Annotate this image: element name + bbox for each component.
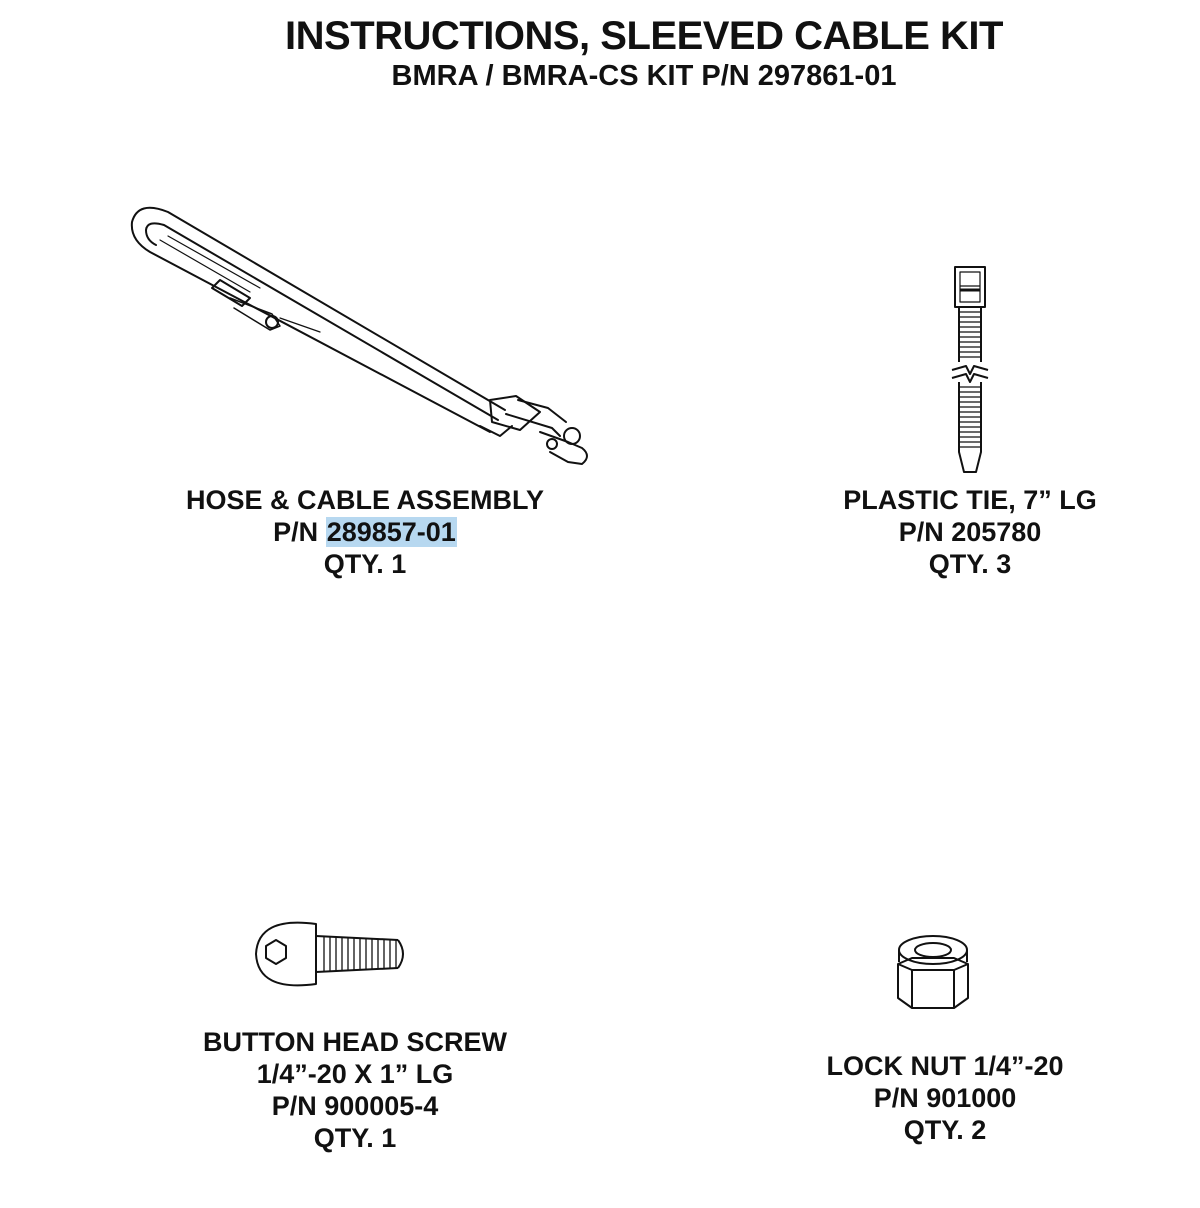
- plastic-tie-qty: QTY. 3: [928, 549, 1012, 579]
- hose-cable-assembly-illustration: [120, 200, 600, 480]
- button-head-screw-size: 1/4”-20 X 1” LG: [256, 1059, 454, 1089]
- hose-cable-assembly-label: [180, 484, 550, 580]
- plastic-tie-part-number: P/N 205780: [898, 517, 1042, 547]
- plastic-tie-illustration: [940, 262, 1000, 478]
- lock-nut-label: [800, 1050, 1090, 1146]
- lock-nut-part-number: P/N 901000: [873, 1083, 1017, 1113]
- hose-cable-assembly-part-number: [180, 516, 550, 548]
- document-subtitle: BMRA / BMRA-CS KIT P/N 297861-01: [391, 60, 897, 92]
- button-head-screw-name: BUTTON HEAD SCREW: [202, 1027, 507, 1057]
- hose-cable-assembly-qty: QTY. 1: [323, 549, 407, 579]
- hose-cable-assembly-name: HOSE & CABLE ASSEMBLY: [185, 485, 545, 515]
- selected-part-number[interactable]: 289857-01: [326, 517, 456, 547]
- part-number-prefix: P/N: [273, 517, 319, 547]
- button-head-screw-label: [190, 1026, 520, 1154]
- lock-nut-illustration: [888, 928, 978, 1018]
- plastic-tie-name: PLASTIC TIE, 7” LG: [843, 485, 1097, 515]
- document-title: INSTRUCTIONS, SLEEVED CABLE KIT: [285, 14, 1003, 58]
- lock-nut-name: LOCK NUT 1/4”-20: [826, 1051, 1064, 1081]
- button-head-screw-qty: QTY. 1: [313, 1123, 397, 1153]
- plastic-tie-label: [820, 484, 1120, 580]
- button-head-screw-illustration: [248, 914, 418, 994]
- lock-nut-qty: QTY. 2: [903, 1115, 987, 1145]
- button-head-screw-part-number: P/N 900005-4: [271, 1091, 439, 1121]
